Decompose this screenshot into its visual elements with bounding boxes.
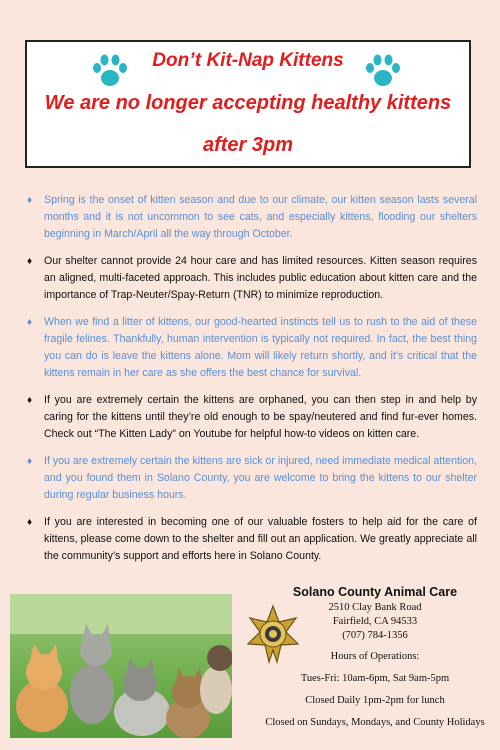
phone-number: (707) 784-1356 — [342, 630, 408, 641]
bullet-text: If you are extremely certain the kittens are sick or injured, need immediate medical attention, and you found them in Solano County, you are welcome to bring the kittens to our shelter during regular business hours. — [44, 455, 477, 501]
bullet-item: ♦ If you are interested in becoming one of our valuable fosters to help aid for the care of kittens, please come down to the shelter and fill out an application. We greatly appreciate all the community’s support and efforts here in Solano County. — [27, 516, 477, 562]
notice-line-2: after 3pm — [202, 134, 294, 156]
hours-line-3: Closed on Sundays, Mondays, and County Holidays — [265, 717, 485, 728]
kittens-illustration — [10, 594, 232, 738]
bullet-item: ♦ If you are extremely certain the kittens are orphaned, you can then step in and help by caring for the kittens until they’re old enough to be spay/neutered and find fur-ever homes. Check out “The Kitten Lady” on Youtube for helpful how-to videos on kitten care. — [27, 394, 477, 440]
bullet-item: ♦ Our shelter cannot provide 24 hour care and has limited resources. Kitten season requires an aligned, multi-faceted approach. This includes public education about kitten care and the importance of Trap-Neuter/Spay-Return (TNR) to minimize reproduction. — [27, 255, 477, 301]
bullet-text: If you are extremely certain the kittens are orphaned, you can then step in and help by caring for the kittens until they’re old enough to be spay/neutered and find fur-ever homes. Check out “The Kitten Lady” on Youtube for helpful how-to videos on kitten care. — [44, 394, 477, 440]
contact-block — [255, 585, 495, 728]
organization-name: Solano County Animal Care — [292, 585, 458, 599]
kittens-photo — [10, 594, 232, 738]
address-line-2: Fairfield, CA 94533 — [332, 616, 418, 627]
notice-line-1: We are no longer accepting healthy kittens — [44, 92, 452, 114]
bullet-text: Spring is the onset of kitten season and due to our climate, our kitten season lasts several months and it is not uncommon to see cats, and especially kittens, flooding our shelters beginning in March/April all the way through October. — [44, 194, 477, 240]
bullet-text: If you are interested in becoming one of our valuable fosters to help aid for the care of kittens, please come down to the shelter and fill out an application. We greatly appreciate all the community’s support and efforts here in Solano County. — [44, 516, 477, 562]
bullet-text: Our shelter cannot provide 24 hour care and has limited resources. Kitten season requires an aligned, multi-faceted approach. This includes public education about kitten care and the importance of Trap-Neuter/Spay-Return (TNR) to minimize reproduction. — [44, 255, 477, 301]
bullet-text: When we find a litter of kittens, our good-hearted instincts tell us to rush to the aid of these fragile felines. Thankfully, human intervention is typically not required. In fact, the best thing you can do is leave the kittens alone. Mom will likely return shortly, and it’s critical that the kittens remain in her care as she offers the best chance for survival. — [44, 316, 477, 379]
hours-line-1: Tues-Fri: 10am-6pm, Sat 9am-5pm — [300, 673, 450, 684]
hours-title: Hours of Operations: — [330, 651, 420, 662]
header-box — [25, 40, 471, 168]
address-line-1: 2510 Clay Bank Road — [328, 602, 422, 613]
info-bullet-list — [27, 192, 477, 575]
bullet-item: ♦ If you are extremely certain the kittens are sick or injured, need immediate medical attention, and you found them in Solano County, you are welcome to bring the kittens to our shelter during regular business hours. — [27, 455, 477, 501]
flyer-title: Don’t Kit-Nap Kittens — [152, 50, 344, 71]
bullet-item: ♦ When we find a litter of kittens, our good-hearted instincts tell us to rush to the aid of these fragile felines. Thankfully, human intervention is typically not required. In fact, the best thing you can do is leave the kittens alone. Mom will likely return shortly, and it’s critical that the kittens remain in her care as she offers the best chance for survival. — [27, 316, 477, 379]
hours-line-2: Closed Daily 1pm-2pm for lunch — [305, 695, 445, 706]
bullet-item: ♦ Spring is the onset of kitten season and due to our climate, our kitten season lasts several months and it is not uncommon to see cats, and especially kittens, flooding our shelters beginning in March/April all the way through October. — [27, 194, 477, 240]
